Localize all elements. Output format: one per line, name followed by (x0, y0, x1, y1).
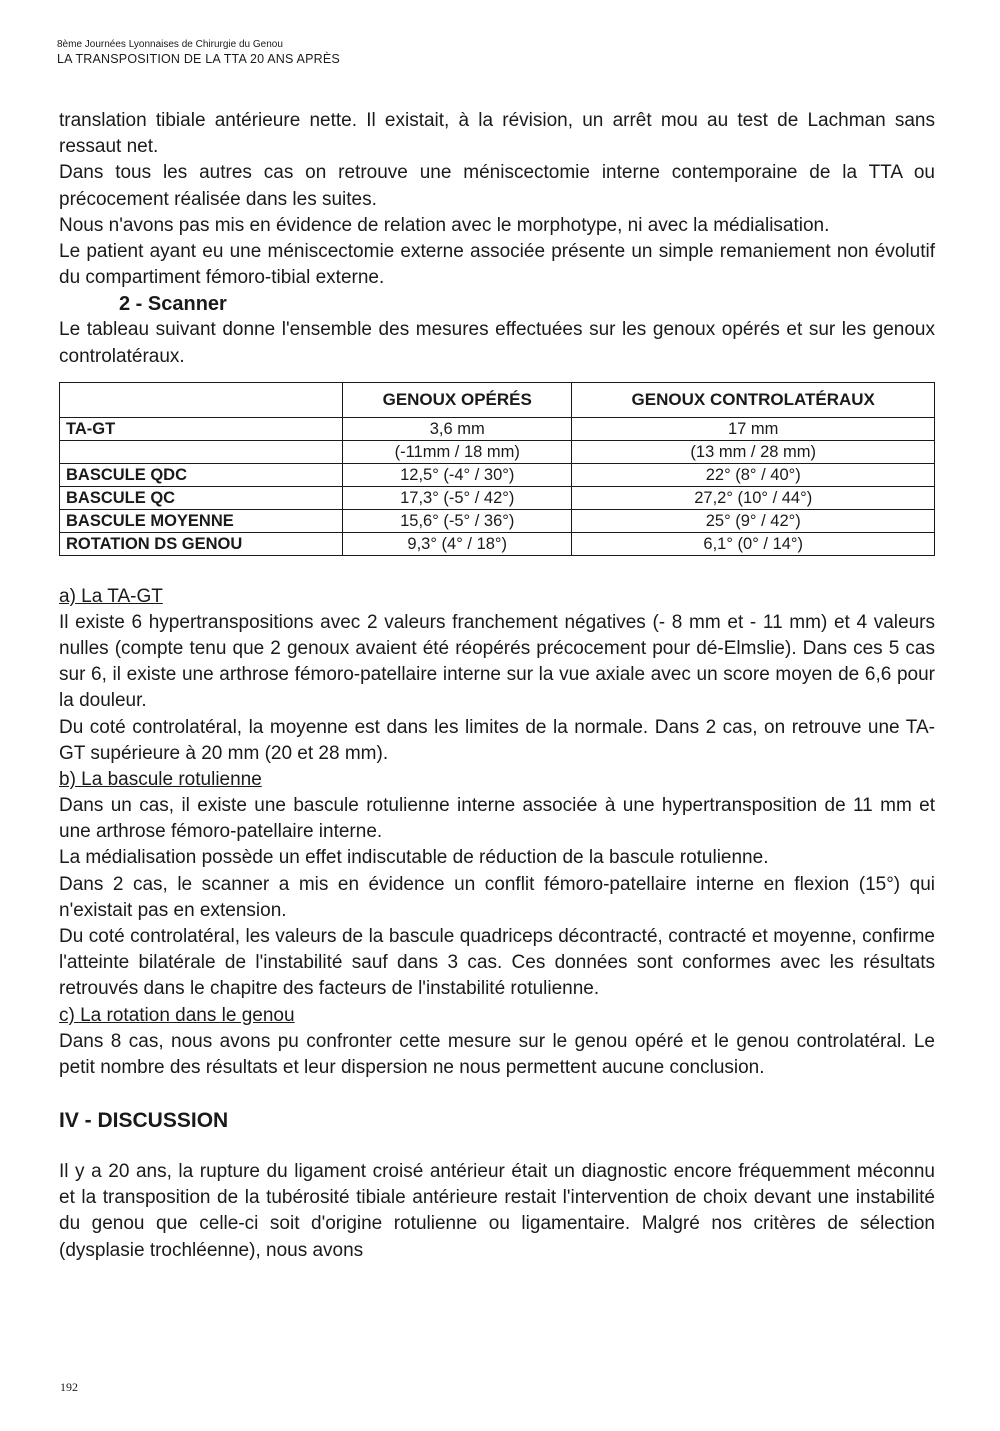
section-b-heading: b) La bascule rotulienne (59, 769, 262, 791)
paragraph: Dans un cas, il existe une bascule rotulienne interne associée à une hypertransposition de 11 mm et une arthrose fémoro-patellaire interne. (59, 795, 935, 843)
table-cell: 15,6° (-5° / 36°) (343, 509, 572, 532)
table-row (60, 440, 935, 463)
scanner-intro: Le tableau suivant donne l'ensemble des mesures effectuées sur les genoux opérés et sur les genoux controlatéraux. (59, 319, 935, 367)
table-row (60, 486, 935, 509)
table-cell: (-11mm / 18 mm) (343, 440, 572, 463)
table-cell: 17 mm (572, 417, 935, 440)
section-c-heading: c) La rotation dans le genou (59, 1004, 295, 1026)
paragraph: Le patient ayant eu une méniscectomie externe associée présente un simple remaniement non évolutif du compartiment fémoro-tibial externe. (59, 241, 935, 289)
table-header-cell: GENOUX CONTROLATÉRAUX (572, 382, 935, 417)
page-number: 192 (60, 1380, 78, 1394)
table-header-row (60, 382, 935, 417)
table-row (60, 509, 935, 532)
header-title: LA TRANSPOSITION DE LA TTA 20 ANS APRÈS (57, 52, 340, 66)
table-cell: 27,2° (10° / 44°) (572, 486, 935, 509)
table-cell-label: BASCULE QDC (60, 463, 343, 486)
paragraph: La médialisation possède un effet indiscutable de réduction de la bascule rotulienne. (59, 847, 769, 869)
paragraph: Dans tous les autres cas on retrouve une méniscectomie interne contemporaine de la TTA ou précocement réalisée dans les suites. (59, 162, 935, 210)
section-a-heading: a) La TA-GT (59, 585, 163, 607)
table-cell-label: ROTATION DS GENOU (60, 532, 343, 555)
measurements-table (59, 382, 935, 556)
table-row (60, 532, 935, 555)
scanner-heading: 2 - Scanner (119, 293, 227, 316)
table-cell: 25° (9° / 42°) (572, 509, 935, 532)
paragraph: Nous n'avons pas mis en évidence de relation avec le morphotype, ni avec la médialisation. (59, 214, 830, 236)
table-cell: 17,3° (-5° / 42°) (343, 486, 572, 509)
page-content (59, 108, 935, 1264)
table-cell: 12,5° (-4° / 30°) (343, 463, 572, 486)
table-cell-label: TA-GT (60, 417, 343, 440)
table-header-cell (60, 382, 343, 417)
paragraph: Il existe 6 hypertranspositions avec 2 valeurs franchement négatives (- 8 mm et - 11 mm) et 4 valeurs nulles (compte tenu que 2 genoux avaient été réopérés précocement pour dé-Elmslie). Dans ces 5 cas sur 6, il existe une arthrose fémoro-patellaire interne sur la vue axiale avec un score moyen de 6,6 pour la douleur. (59, 611, 935, 712)
table-cell: (13 mm / 28 mm) (572, 440, 935, 463)
discussion-heading: IV - DISCUSSION (59, 1109, 229, 1133)
header-conference: 8ème Journées Lyonnaises de Chirurgie du Genou (57, 39, 283, 50)
paragraph: Du coté controlatéral, les valeurs de la bascule quadriceps décontracté, contracté et moyenne, confirme l'atteinte bilatérale de l'instabilité sauf dans 3 cas. Ces données sont conformes avec les résultats retrouvés dans le chapitre des facteurs de l'instabilité rotulienne. (59, 926, 935, 1000)
paragraph: Dans 2 cas, le scanner a mis en évidence un conflit fémoro-patellaire interne en flexion (15°) qui n'existait pas en extension. (59, 873, 935, 921)
running-header (57, 38, 340, 66)
table-cell: 3,6 mm (343, 417, 572, 440)
table-cell: 22° (8° / 40°) (572, 463, 935, 486)
table-row (60, 417, 935, 440)
paragraph: Dans 8 cas, nous avons pu confronter cette mesure sur le genou opéré et le genou controlatéral. Le petit nombre des résultats et leur dispersion ne nous permettent aucune conclusion. (59, 1030, 935, 1078)
table-cell: 6,1° (0° / 14°) (572, 532, 935, 555)
paragraph: translation tibiale antérieure nette. Il existait, à la révision, un arrêt mou au test de Lachman sans ressaut net. (59, 110, 935, 158)
table-header-cell: GENOUX OPÉRÉS (343, 382, 572, 417)
discussion-paragraph: Il y a 20 ans, la rupture du ligament croisé antérieur était un diagnostic encore fréquemment méconnu et la transposition de la tubérosité tibiale antérieure restait l'intervention de choix devant une instabilité du genou que celle-ci soit d'origine rotulienne ou ligamentaire. Malgré nos critères de sélection (dysplasie trochléenne), nous avons (59, 1161, 935, 1261)
table-row (60, 463, 935, 486)
table-cell-label: BASCULE QC (60, 486, 343, 509)
paragraph: Du coté controlatéral, la moyenne est dans les limites de la normale. Dans 2 cas, on retrouve une TA-GT supérieure à 20 mm (20 et 28 mm). (59, 716, 935, 764)
table-cell: 9,3° (4° / 18°) (343, 532, 572, 555)
table-cell-label: BASCULE MOYENNE (60, 509, 343, 532)
table-cell-label (60, 440, 343, 463)
